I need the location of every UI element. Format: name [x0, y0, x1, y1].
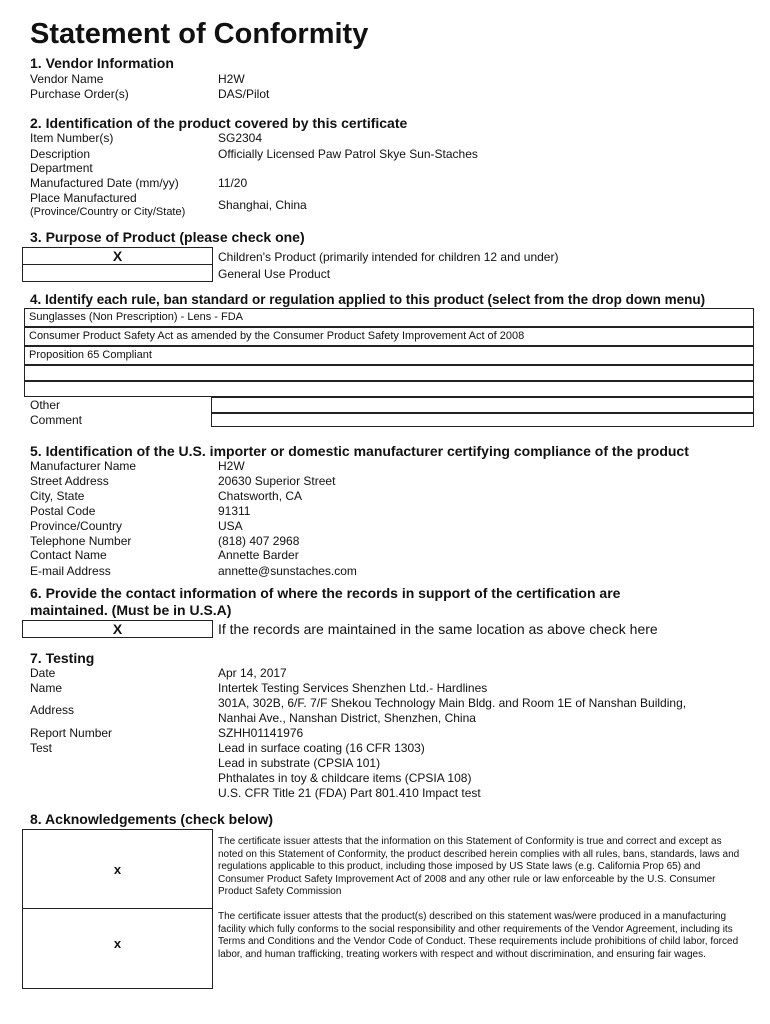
records-checkbox-label: If the records are maintained in the same location as above check here — [218, 621, 658, 637]
rule-field[interactable] — [24, 365, 754, 381]
section-1-heading: 1. Vendor Information — [30, 55, 174, 71]
place-manufactured-label: Place Manufactured — [30, 191, 137, 205]
section-4-heading: 4. Identify each rule, ban standard or regulation applied to this product (select from the drop down menu) — [30, 292, 706, 307]
manufacturer-name-label: Manufacturer Name — [30, 459, 137, 473]
acknowledgement-checkbox-group — [22, 829, 213, 989]
report-number-label: Report Number — [30, 726, 113, 740]
rule-field[interactable] — [24, 381, 754, 397]
city-state-label: City, State — [30, 489, 85, 503]
province-country-label: Province/Country — [30, 519, 123, 533]
section-6-heading-line2: maintained. (Must be in U.S.A) — [30, 602, 232, 618]
place-manufactured-sublabel: (Province/Country or City/State) — [30, 206, 186, 218]
section-8-heading: 8. Acknowledgements (check below) — [30, 811, 273, 827]
test-item: U.S. CFR Title 21 (FDA) Part 801.410 Impact test — [218, 786, 481, 800]
province-country-value: USA — [218, 519, 243, 533]
purchase-order-value: DAS/Pilot — [218, 87, 270, 101]
childrens-product-checkbox[interactable]: X — [112, 248, 123, 264]
acknowledgement-2-checkbox[interactable]: x — [113, 936, 122, 951]
acknowledgement-1-checkbox[interactable]: x — [113, 862, 122, 877]
place-manufactured-value: Shanghai, China — [218, 198, 307, 212]
comment-field[interactable] — [211, 413, 754, 427]
test-date-value: Apr 14, 2017 — [218, 666, 287, 680]
test-item: Phthalates in toy & childcare items (CPSIA 108) — [218, 771, 472, 785]
test-label: Test — [30, 741, 53, 755]
rule-field[interactable]: Sunglasses (Non Prescription) - Lens - FDA — [24, 308, 754, 327]
acknowledgement-divider — [22, 908, 213, 909]
section-3-heading: 3. Purpose of Product (please check one) — [30, 229, 305, 245]
other-field[interactable] — [211, 397, 754, 413]
manufactured-date-label: Manufactured Date (mm/yy) — [30, 176, 179, 190]
email-value: annette@sunstaches.com — [218, 564, 357, 578]
city-state-value: Chatsworth, CA — [218, 489, 303, 503]
telephone-value: (818) 407 2968 — [218, 534, 300, 548]
test-item: Lead in surface coating (16 CFR 1303) — [218, 741, 425, 755]
manufacturer-name-value: H2W — [218, 459, 245, 473]
department-label: Department — [30, 161, 93, 175]
acknowledgement-1-text: The certificate issuer attests that the information on this Statement of Conformity is true and correct and except as noted on this Statement of Conformity, the product described herein complies with all rules, bans, standards, laws and regulations applicable to this product, including those imposed by US State laws (e.g. California Prop 65) and Consumer Product Safety Improvement Act of 2008 and any other rule or law enforceable by the U.S. Consumer Product Safety Commission — [218, 836, 740, 897]
description-value: Officially Licensed Paw Patrol Skye Sun-Staches — [218, 147, 478, 161]
childrens-product-label: Children's Product (primarily intended for children 12 and under) — [218, 250, 559, 264]
street-address-label: Street Address — [30, 474, 109, 488]
postal-code-value: 91311 — [218, 504, 251, 518]
vendor-name-value: H2W — [218, 72, 245, 86]
description-label: Description — [30, 147, 91, 161]
lab-address-label: Address — [30, 703, 75, 717]
rule-field[interactable]: Proposition 65 Compliant — [24, 346, 754, 365]
postal-code-label: Postal Code — [30, 504, 96, 518]
street-address-value: 20630 Superior Street — [218, 474, 336, 488]
telephone-label: Telephone Number — [30, 534, 132, 548]
report-number-value: SZHH01141976 — [218, 726, 304, 740]
lab-address-line1: 301A, 302B, 6/F. 7/F Shekou Technology Main Bldg. and Room 1E of Nanshan Building, — [218, 696, 687, 710]
section-7-heading: 7. Testing — [30, 650, 95, 666]
item-number-label: Item Number(s) — [30, 131, 114, 145]
lab-address-line2: Nanhai Ave., Nanshan District, Shenzhen, China — [218, 711, 476, 725]
acknowledgement-2-text: The certificate issuer attests that the product(s) described on this statement was/were produced in a manufacturing facility which fully conforms to the social responsibility and other requirements of the Vendor Agreement, including its Terms and Conditions and the Vendor Code of Conduct. These requirements include prohibitions of child labor, forced labor, and human trafficking, treating workers with respect and without discrimination, and ensuring fair wages. — [218, 911, 739, 960]
test-date-label: Date — [30, 666, 56, 680]
email-label: E-mail Address — [30, 564, 111, 578]
page-title: Statement of Conformity — [30, 18, 369, 50]
manufactured-date-value: 11/20 — [218, 176, 248, 190]
contact-name-label: Contact Name — [30, 548, 107, 562]
other-label: Other — [30, 398, 61, 412]
general-use-label: General Use Product — [218, 267, 331, 281]
records-checkbox-mark: X — [112, 621, 123, 637]
section-2-heading: 2. Identification of the product covered by this certificate — [30, 115, 408, 131]
section-6-heading: 6. Provide the contact information of where the records in support of the certification are — [30, 585, 621, 601]
test-item: Lead in substrate (CPSIA 101) — [218, 756, 381, 770]
purpose-divider — [22, 264, 213, 265]
purchase-order-label: Purchase Order(s) — [30, 87, 129, 101]
vendor-name-label: Vendor Name — [30, 72, 104, 86]
item-number-value: SG2304 — [218, 131, 263, 145]
comment-label: Comment — [30, 413, 83, 427]
lab-name-label: Name — [30, 681, 63, 695]
contact-name-value: Annette Barder — [218, 548, 299, 562]
section-5-heading: 5. Identification of the U.S. importer or domestic manufacturer certifying compliance of the product — [30, 443, 689, 459]
rule-field[interactable]: Consumer Product Safety Act as amended by the Consumer Product Safety Improvement Act of 2008 — [24, 327, 754, 346]
lab-name-value: Intertek Testing Services Shenzhen Ltd.- Hardlines — [218, 681, 488, 695]
